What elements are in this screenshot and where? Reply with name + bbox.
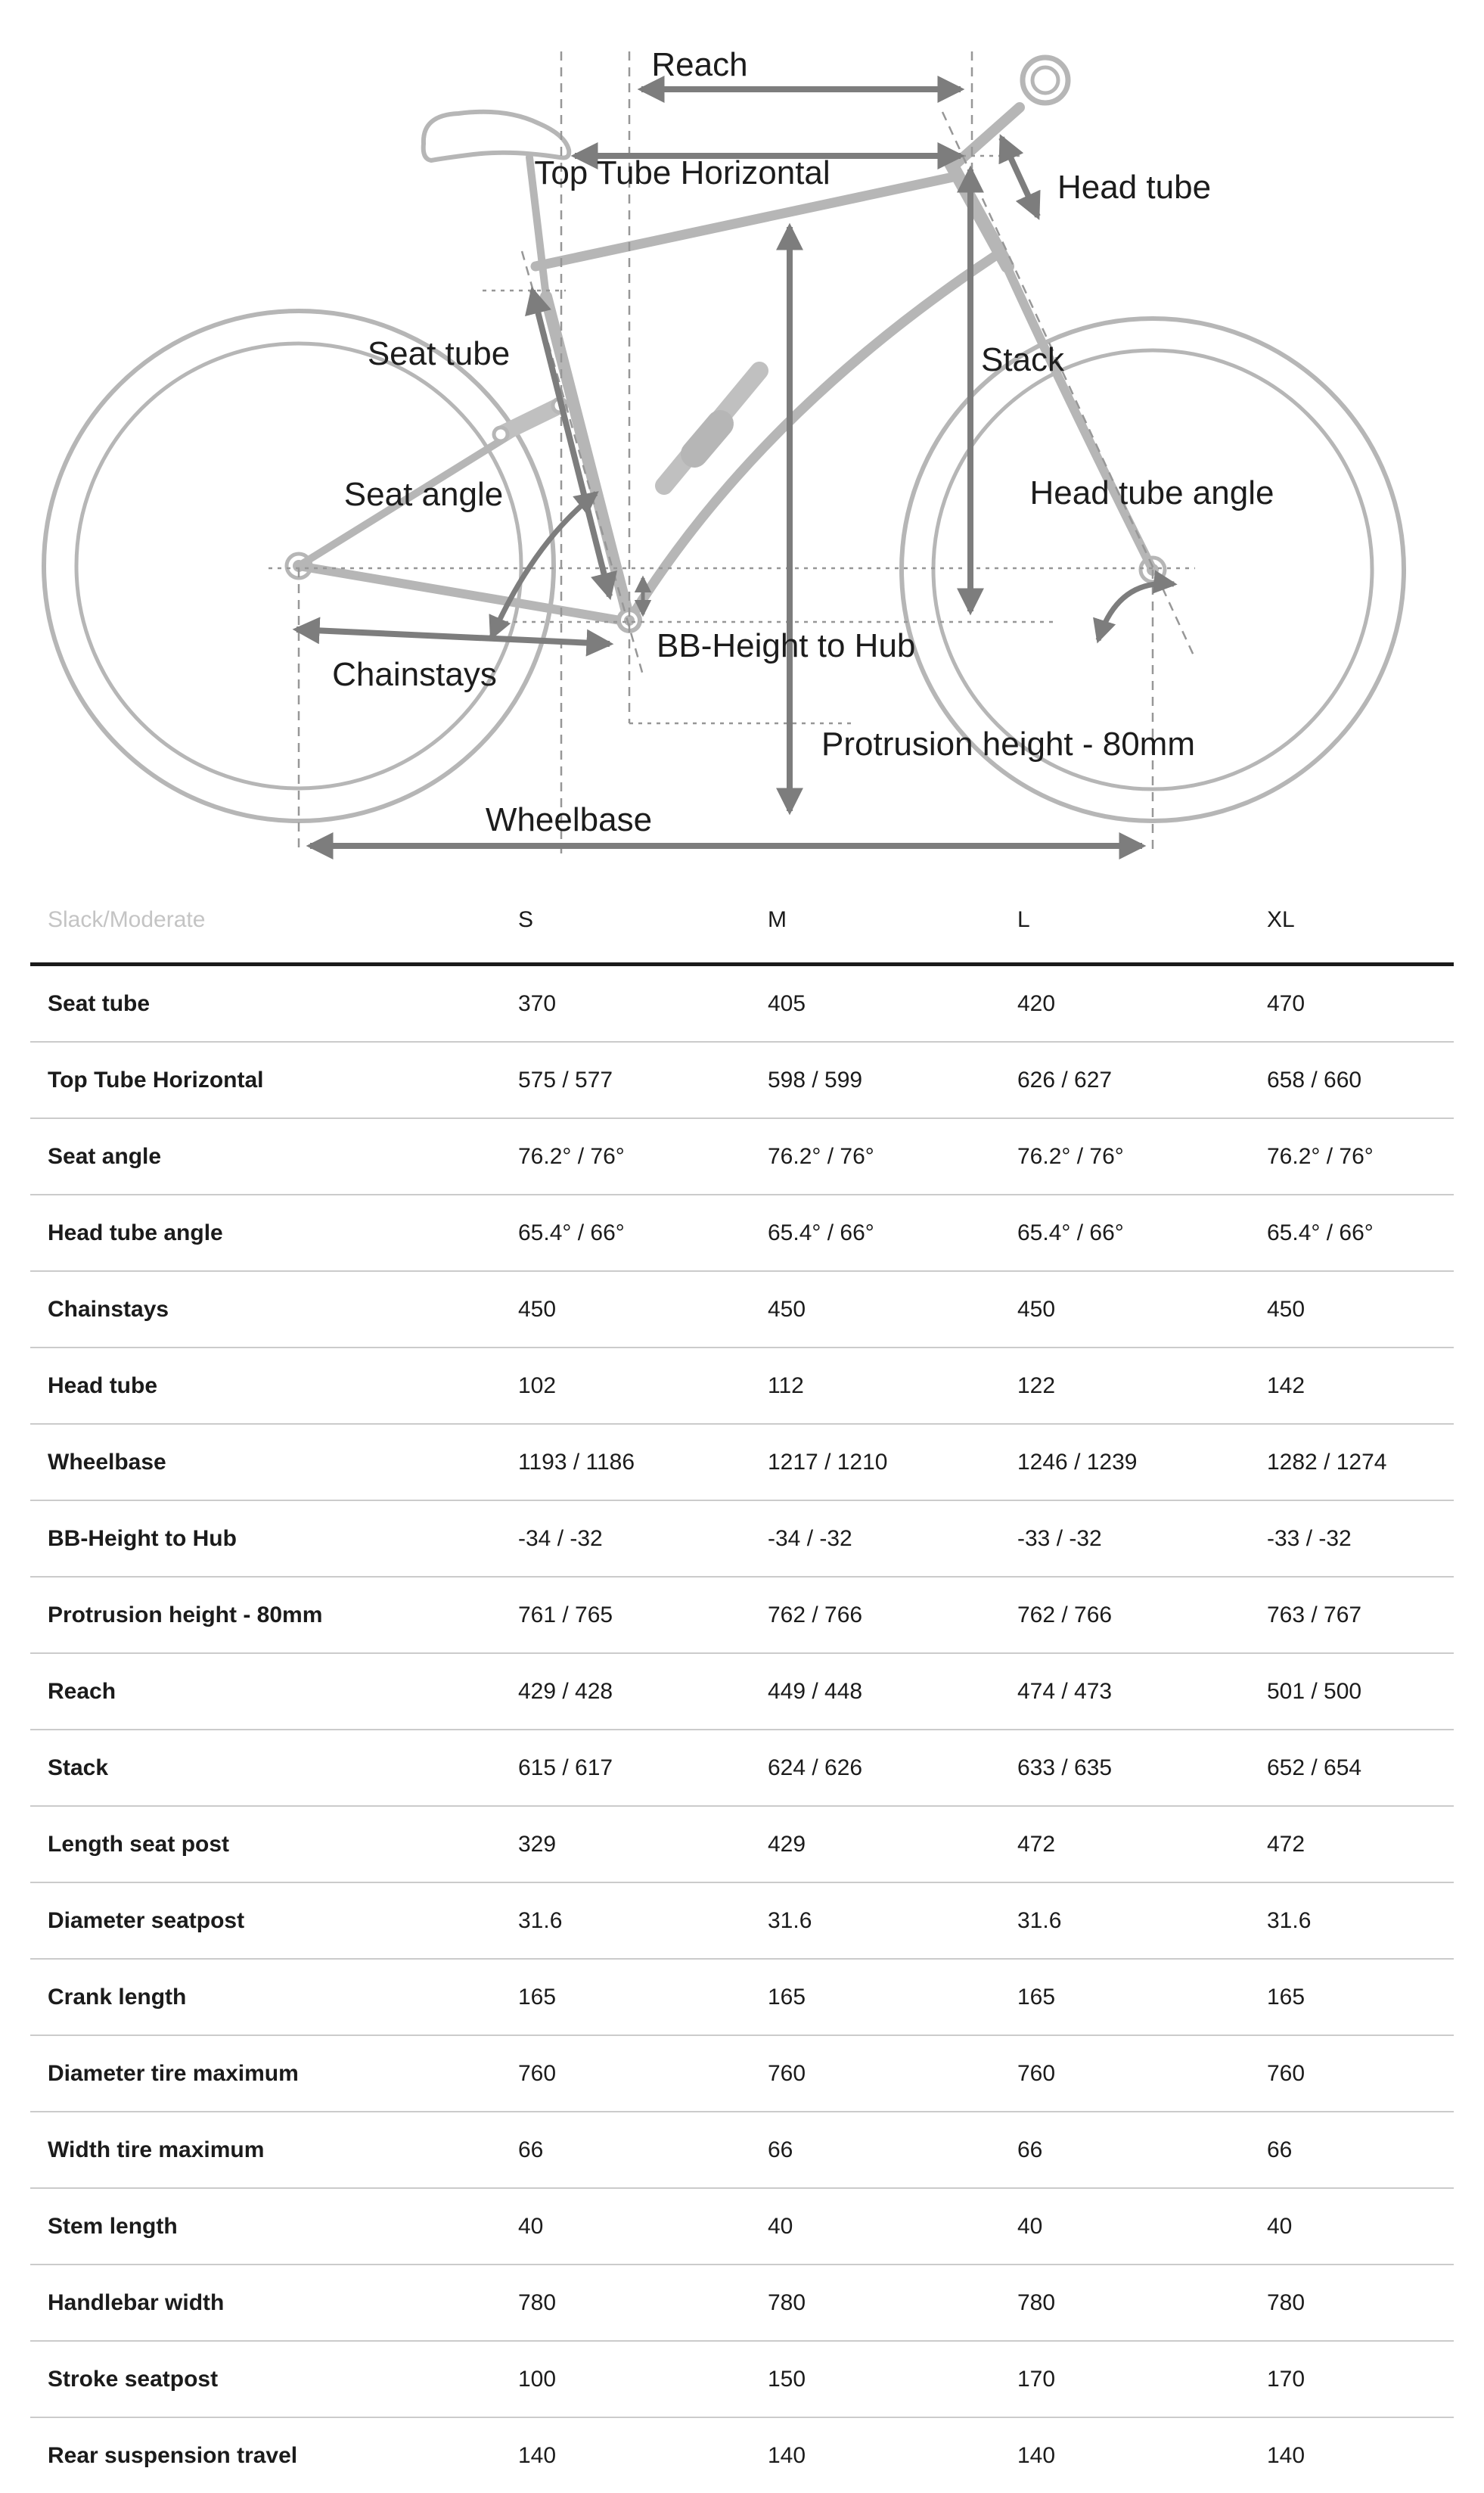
row-value: 150: [768, 2366, 806, 2392]
row-value: -34 / -32: [518, 1525, 603, 1551]
row-label: Width tire maximum: [48, 2137, 265, 2162]
row-value: 762 / 766: [768, 1602, 863, 1627]
row-value: -33 / -32: [1017, 1525, 1102, 1551]
row-value: 405: [768, 990, 806, 1016]
row-value: 763 / 767: [1267, 1602, 1362, 1627]
row-value: 100: [518, 2366, 557, 2392]
table-body: [30, 966, 1454, 2493]
row-value: 1193 / 1186: [518, 1449, 635, 1475]
table-row: [30, 1883, 1454, 1960]
row-value: 626 / 627: [1017, 1067, 1113, 1093]
table-row: [30, 1043, 1454, 1119]
fork: [1006, 265, 1153, 570]
table-row: [30, 966, 1454, 1043]
table-row: [30, 2342, 1454, 2418]
table-row: [30, 2189, 1454, 2265]
label-head-tube-angle: Head tube angle: [1029, 474, 1274, 511]
row-value: 470: [1267, 990, 1305, 1016]
column-header-l: L: [1017, 907, 1030, 932]
row-value: 66: [768, 2137, 793, 2162]
row-label: Diameter tire maximum: [48, 2060, 299, 2086]
saddle: [424, 112, 570, 160]
row-label: Rear suspension travel: [48, 2442, 298, 2468]
row-value: 1217 / 1210: [768, 1449, 888, 1475]
table-row: [30, 1272, 1454, 1348]
row-value: 170: [1017, 2366, 1056, 2392]
row-value: -34 / -32: [768, 1525, 852, 1551]
row-value: 40: [1267, 2213, 1293, 2239]
head-tube-tube: [950, 162, 1007, 266]
row-value: 65.4° / 66°: [518, 1220, 625, 1245]
row-label: Protrusion height - 80mm: [48, 1602, 323, 1627]
seat-tube: [546, 297, 629, 620]
label-seat-angle: Seat angle: [343, 476, 504, 513]
row-value: 140: [1017, 2442, 1056, 2468]
row-value: 760: [1017, 2060, 1056, 2086]
row-label: Seat tube: [48, 990, 151, 1016]
label-stack: Stack: [980, 341, 1065, 378]
row-label: Head tube: [48, 1372, 158, 1398]
table-row: [30, 1578, 1454, 1654]
row-value: 76.2° / 76°: [1017, 1143, 1124, 1169]
grip-inner: [1032, 67, 1058, 93]
row-value: 102: [518, 1372, 557, 1398]
row-value: 501 / 500: [1267, 1678, 1362, 1704]
row-label: BB-Height to Hub: [48, 1525, 237, 1551]
table-row: [30, 1425, 1454, 1501]
shock-body: [694, 424, 720, 454]
row-value: 575 / 577: [518, 1067, 613, 1093]
label-chainstays: Chainstays: [332, 656, 497, 693]
row-value: 31.6: [1267, 1907, 1312, 1933]
row-label: Chainstays: [48, 1296, 169, 1322]
row-value: 449 / 448: [768, 1678, 863, 1704]
row-value: 142: [1267, 1372, 1305, 1398]
row-label: Head tube angle: [48, 1220, 223, 1245]
row-value: 31.6: [518, 1907, 563, 1933]
row-value: 76.2° / 76°: [518, 1143, 625, 1169]
row-value: 450: [1267, 1296, 1305, 1322]
row-value: 624 / 626: [768, 1755, 863, 1780]
row-label: Wheelbase: [48, 1449, 166, 1475]
geometry-diagram-svg: [0, 0, 1484, 878]
label-seat-tube: Seat tube: [367, 335, 511, 372]
row-value: 1246 / 1239: [1017, 1449, 1138, 1475]
row-value: 170: [1267, 2366, 1305, 2392]
row-value: 40: [1017, 2213, 1043, 2239]
row-value: 658 / 660: [1267, 1067, 1362, 1093]
column-header-s: S: [518, 907, 534, 932]
row-value: 633 / 635: [1017, 1755, 1113, 1780]
row-value: 450: [1017, 1296, 1056, 1322]
row-value: 76.2° / 76°: [768, 1143, 874, 1169]
row-label: Stroke seatpost: [48, 2366, 219, 2392]
label-reach: Reach: [651, 46, 748, 83]
table-row: [30, 1654, 1454, 1730]
table-row: [30, 1348, 1454, 1425]
row-value: 429 / 428: [518, 1678, 613, 1704]
column-header-m: M: [768, 907, 787, 932]
table-row: [30, 2418, 1454, 2493]
geometry-table: [30, 878, 1454, 2493]
row-value: 450: [518, 1296, 557, 1322]
grip: [1023, 58, 1068, 103]
row-value: 31.6: [768, 1907, 812, 1933]
row-value: 370: [518, 990, 557, 1016]
row-label: Seat angle: [48, 1143, 162, 1169]
row-value: 66: [518, 2137, 544, 2162]
row-value: 140: [1267, 2442, 1305, 2468]
row-value: 31.6: [1017, 1907, 1062, 1933]
row-value: 780: [1017, 2289, 1056, 2315]
row-value: 65.4° / 66°: [1017, 1220, 1124, 1245]
row-label: Handlebar width: [48, 2289, 225, 2315]
chainstay: [299, 566, 629, 622]
row-value: 760: [1267, 2060, 1305, 2086]
head-tube-angle-arc: [1098, 583, 1174, 640]
row-value: 652 / 654: [1267, 1755, 1362, 1780]
chainstays-arrow: [296, 629, 610, 644]
label-head-tube: Head tube: [1057, 169, 1212, 206]
row-value: 65.4° / 66°: [768, 1220, 874, 1245]
row-value: 140: [768, 2442, 806, 2468]
row-value: 165: [1267, 1984, 1305, 2010]
label-wheelbase: Wheelbase: [485, 801, 653, 838]
row-value: 474 / 473: [1017, 1678, 1113, 1704]
label-protrusion-height: Protrusion height - 80mm: [821, 726, 1195, 763]
row-value: 140: [518, 2442, 557, 2468]
row-value: 780: [1267, 2289, 1305, 2315]
row-value: 76.2° / 76°: [1267, 1143, 1374, 1169]
table-row: [30, 1195, 1454, 1272]
row-label: Stack: [48, 1755, 109, 1780]
row-label: Crank length: [48, 1984, 187, 2010]
row-value: 598 / 599: [768, 1067, 863, 1093]
table-row: [30, 2112, 1454, 2189]
row-value: 450: [768, 1296, 806, 1322]
row-value: 40: [518, 2213, 544, 2239]
row-value: 780: [518, 2289, 557, 2315]
table-row: [30, 1960, 1454, 2036]
label-bb-height-to-hub: BB-Height to Hub: [657, 627, 916, 664]
row-label: Stem length: [48, 2213, 178, 2239]
label-top-tube-horizontal: Top Tube Horizontal: [534, 154, 830, 191]
row-value: 761 / 765: [518, 1602, 613, 1627]
column-header-xl: XL: [1267, 907, 1295, 932]
table-header-row: [30, 878, 1454, 966]
row-value: 122: [1017, 1372, 1056, 1398]
row-label: Top Tube Horizontal: [48, 1067, 264, 1093]
row-value: 40: [768, 2213, 793, 2239]
row-value: 472: [1017, 1831, 1056, 1857]
table-corner-label: Slack/Moderate: [48, 907, 206, 932]
table-row: [30, 1501, 1454, 1578]
row-value: 760: [518, 2060, 557, 2086]
head-tube-arrow: [1001, 138, 1038, 216]
row-value: 420: [1017, 990, 1056, 1016]
row-value: 780: [768, 2289, 806, 2315]
row-value: 762 / 766: [1017, 1602, 1113, 1627]
row-value: 165: [768, 1984, 806, 2010]
row-value: 165: [518, 1984, 557, 2010]
row-value: 329: [518, 1831, 557, 1857]
table-row: [30, 1119, 1454, 1195]
table-row: [30, 1730, 1454, 1807]
table-row: [30, 1807, 1454, 1883]
row-value: -33 / -32: [1267, 1525, 1352, 1551]
row-value: 66: [1267, 2137, 1293, 2162]
row-value: 472: [1267, 1831, 1305, 1857]
row-label: Reach: [48, 1678, 116, 1704]
row-value: 165: [1017, 1984, 1056, 2010]
row-value: 65.4° / 66°: [1267, 1220, 1374, 1245]
row-label: Diameter seatpost: [48, 1907, 245, 1933]
bike-geometry-diagram: [0, 0, 1484, 878]
row-label: Length seat post: [48, 1831, 230, 1857]
row-value: 1282 / 1274: [1267, 1449, 1387, 1475]
diagram-labels: [332, 46, 1274, 838]
row-value: 429: [768, 1831, 806, 1857]
row-value: 615 / 617: [518, 1755, 613, 1780]
row-value: 760: [768, 2060, 806, 2086]
row-value: 112: [768, 1372, 804, 1398]
row-value: 66: [1017, 2137, 1043, 2162]
table-row: [30, 2036, 1454, 2112]
table-row: [30, 2265, 1454, 2342]
